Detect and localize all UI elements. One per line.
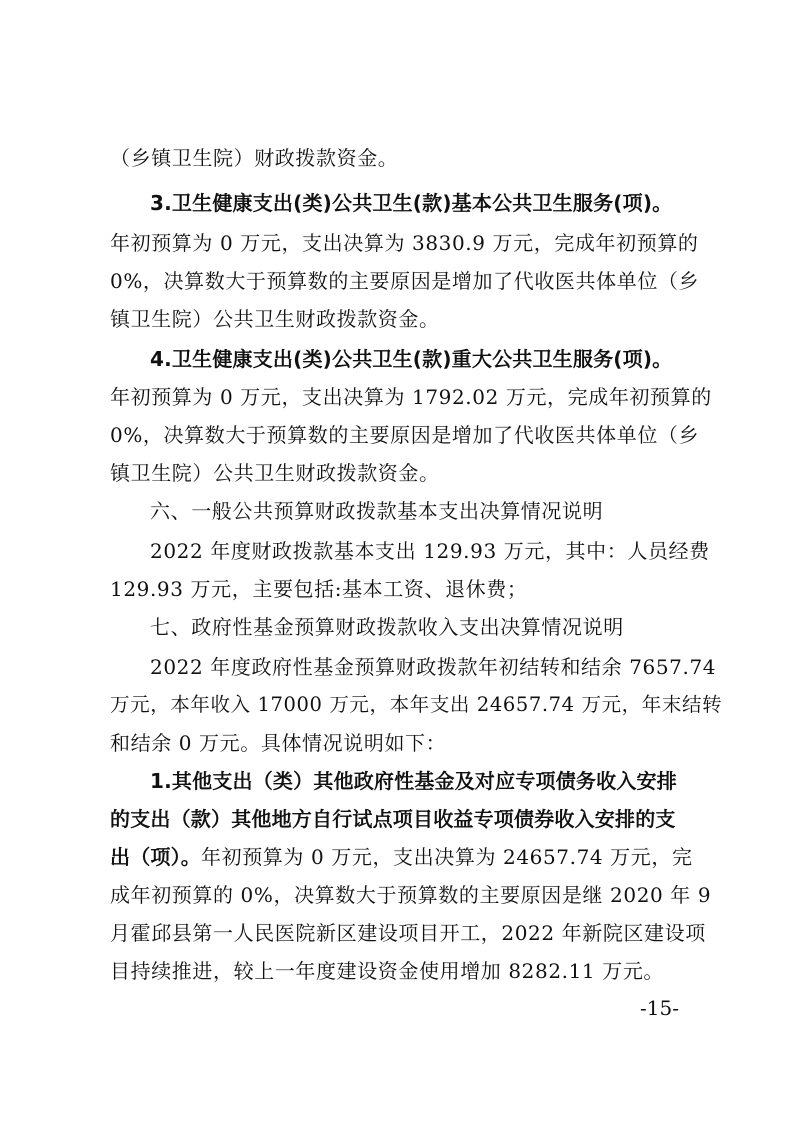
text-line: 年初预算为 0 万元，支出决算为 3830.9 万元，完成年初预算的	[110, 231, 699, 255]
page-number: -15-	[640, 996, 679, 1020]
text-line: 2022 年度财政拨款基本支出 129.93 万元，其中：人员经费	[150, 539, 710, 563]
text-line: 0%，决算数大于预算数的主要原因是增加了代收医共体单位（乡	[110, 269, 700, 293]
text-line: 镇卫生院）公共卫生财政拨款资金。	[110, 307, 440, 331]
item-heading-1: 1.其他支出（类）其他政府性基金及对应专项债务收入安排	[150, 769, 677, 793]
text-line: 2022 年度政府性基金预算财政拨款年初结转和结余 7657.74	[150, 655, 717, 679]
text-line: （乡镇卫生院）财政拨款资金。	[110, 146, 399, 170]
text-line: 成年初预算的 0%，决算数大于预算数的主要原因是继 2020 年 9	[110, 883, 712, 907]
text-line: 年初预算为 0 万元，支出决算为 1792.02 万元，完成年初预算的	[110, 385, 712, 409]
text-line: 出（项）。年初预算为 0 万元，支出决算为 24657.74 万元，完	[110, 845, 693, 869]
text-line: 0%，决算数大于预算数的主要原因是增加了代收医共体单位（乡	[110, 423, 700, 447]
text-line: 和结余 0 万元。具体情况说明如下：	[110, 731, 447, 755]
text-line: 目持续推进，较上一年度建设资金使用增加 8282.11 万元。	[110, 959, 665, 983]
section-heading-3: 3.卫生健康支出(类)公共卫生(款)基本公共卫生服务(项)。	[150, 191, 673, 215]
text-line: 月霍邱县第一人民医院新区建设项目开工，2022 年新院区建设项	[110, 921, 706, 945]
section-heading-4: 4.卫生健康支出(类)公共卫生(款)重大公共卫生服务(项)。	[150, 347, 673, 371]
item-heading-1-cont: 的支出（款）其他地方自行试点项目收益专项债券收入安排的支	[110, 807, 676, 831]
text-line: 万元，本年收入 17000 万元，本年支出 24657.74 万元，年末结转	[110, 693, 723, 716]
section-heading-six: 六、一般公共预算财政拨款基本支出决算情况说明	[150, 499, 604, 523]
section-heading-seven: 七、政府性基金预算财政拨款收入支出决算情况说明	[150, 615, 624, 639]
text-line: 镇卫生院）公共卫生财政拨款资金。	[110, 461, 440, 485]
text-line: 129.93 万元，主要包括:基本工资、退休费；	[110, 577, 528, 601]
